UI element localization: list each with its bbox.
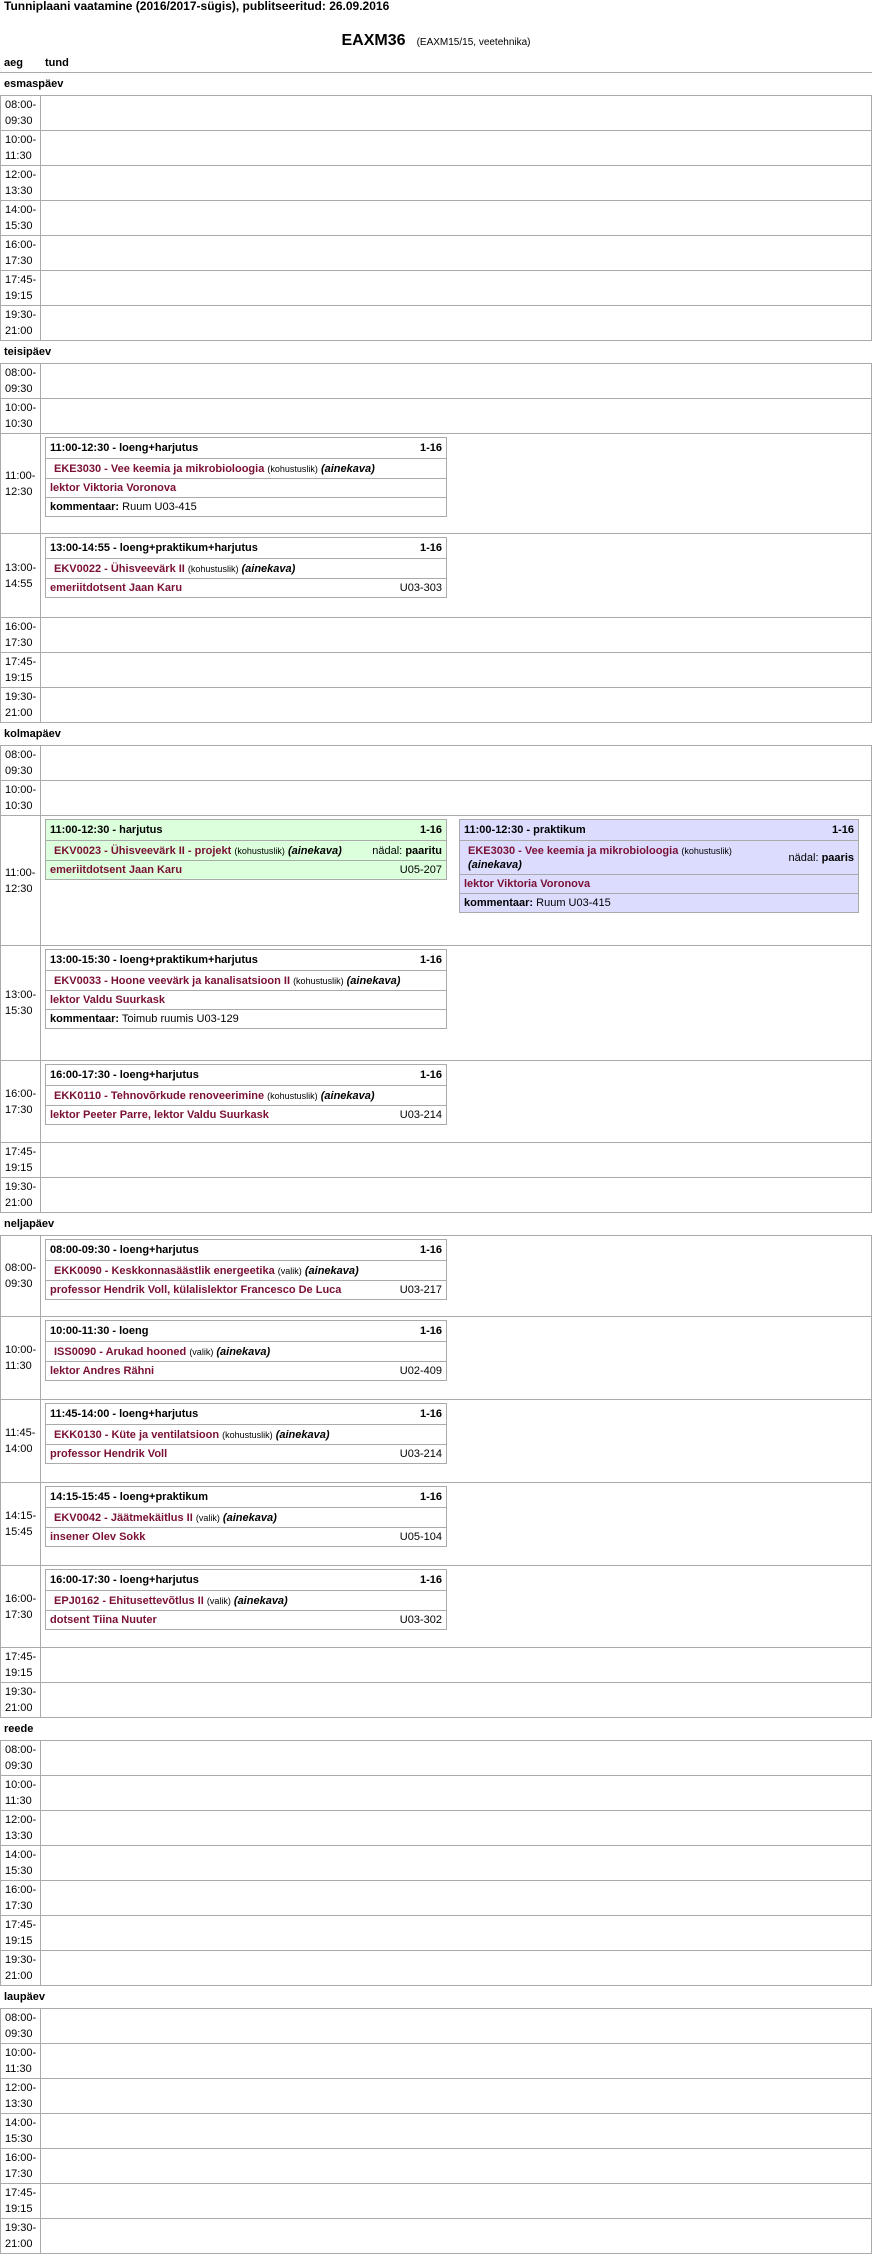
time-slot-row — [0, 399, 872, 434]
time-slot-label: 19:30- 21:00 — [0, 306, 41, 340]
teacher-name[interactable]: dotsent Tiina Nuuter — [50, 1614, 157, 1626]
lesson-card — [45, 1064, 447, 1125]
course-row — [46, 1591, 446, 1611]
teacher-name[interactable]: lektor Peeter Parre, lektor Valdu Suurkask — [50, 1109, 269, 1121]
lesson-cell — [41, 399, 871, 433]
time-slot-label: 08:00- 09:30 — [0, 364, 41, 398]
day-heading: laupäev — [0, 1986, 872, 2009]
time-slot-row — [0, 1648, 872, 1683]
course-link[interactable]: EPJ0162 - Ehitusettevõtlus II — [54, 1595, 204, 1607]
lesson-time-type: 14:15-15:45 - loeng+praktikum — [50, 1491, 209, 1503]
time-slot-row — [0, 236, 872, 271]
lesson-time-type: 11:00-12:30 - loeng+harjutus — [50, 442, 199, 454]
week-parity — [785, 851, 854, 865]
time-slot-row — [0, 1566, 872, 1648]
teacher-row — [460, 875, 858, 894]
lesson-cell — [41, 2114, 871, 2148]
time-slot-row — [0, 271, 872, 306]
time-slot-row — [0, 1236, 872, 1317]
group-code: EAXM36 — [341, 32, 406, 49]
time-slot-row — [0, 746, 872, 781]
time-slot-label: 14:00- 15:30 — [0, 2114, 41, 2148]
column-header — [0, 54, 872, 73]
time-slot-row — [0, 1061, 872, 1143]
lesson-cell — [41, 2184, 871, 2218]
course-row — [46, 1425, 446, 1445]
lesson-cell — [41, 746, 871, 780]
room-code: U03-214 — [399, 1448, 442, 1460]
time-slot-label: 19:30- 21:00 — [0, 1178, 41, 1212]
time-slot-row — [0, 2114, 872, 2149]
teacher-row — [46, 1611, 446, 1629]
time-slot-label: 14:00- 15:30 — [0, 201, 41, 235]
lesson-cell — [41, 1648, 871, 1682]
course-requirement: (kohustuslik) — [234, 846, 285, 856]
ainekava-link[interactable]: (ainekava) — [287, 845, 342, 857]
lesson-cell — [41, 1951, 871, 1985]
lesson-cell — [41, 201, 871, 235]
course-text — [54, 1594, 442, 1608]
lesson-weeks: 1-16 — [419, 1244, 442, 1256]
time-slot-label: 10:00- 11:30 — [0, 1776, 41, 1810]
week-parity-label: nädal: — [372, 845, 403, 857]
time-slot-row — [0, 1400, 872, 1483]
teacher-row — [46, 991, 446, 1010]
time-slot-row — [0, 2079, 872, 2114]
course-requirement: (valik) — [277, 1266, 302, 1276]
course-row — [46, 1508, 446, 1528]
ainekava-link[interactable]: (ainekava) — [304, 1265, 359, 1277]
lesson-time-type: 13:00-14:55 - loeng+praktikum+harjutus — [50, 542, 258, 554]
ainekava-link[interactable]: (ainekava) — [346, 975, 401, 987]
lesson-cell — [41, 1317, 871, 1399]
course-row — [46, 459, 446, 479]
time-slot-label: 19:30- 21:00 — [0, 688, 41, 722]
week-parity-value: paaritu — [405, 845, 442, 857]
lesson-cell — [41, 1061, 871, 1142]
time-slot-row — [0, 618, 872, 653]
course-text — [468, 844, 785, 872]
lesson-weeks: 1-16 — [419, 1491, 442, 1503]
teacher-name[interactable]: lektor Viktoria Voronova — [464, 878, 591, 890]
course-text — [54, 1264, 442, 1278]
ainekava-link[interactable]: (ainekava) — [233, 1595, 288, 1607]
time-slot-label: 17:45- 19:15 — [0, 2184, 41, 2218]
ainekava-link[interactable]: (ainekava) — [216, 1346, 271, 1358]
time-slot-label: 14:00- 15:30 — [0, 1846, 41, 1880]
comment-text: Ruum U03-415 — [533, 897, 611, 909]
course-link[interactable]: EKE3030 - Vee keemia ja mikrobioloogia — [468, 845, 679, 857]
time-slot-label: 10:00- 11:30 — [0, 2044, 41, 2078]
time-column-header: aeg — [4, 57, 23, 69]
lesson-cell — [41, 271, 871, 305]
day-heading: esmaspäev — [0, 73, 872, 96]
time-slot-label: 14:15- 15:45 — [0, 1483, 41, 1565]
course-link[interactable]: EKK0110 - Tehnovõrkude renoveerimine — [54, 1090, 265, 1102]
time-slot-label: 08:00- 09:30 — [0, 96, 41, 130]
time-slot-row — [0, 1916, 872, 1951]
time-slot-row — [0, 1951, 872, 1986]
room-code: U03-302 — [399, 1614, 442, 1626]
lesson-card — [45, 1320, 447, 1381]
time-slot-row — [0, 1881, 872, 1916]
teacher-name[interactable]: lektor Viktoria Voronova — [50, 482, 177, 494]
lesson-weeks: 1-16 — [831, 824, 854, 836]
lesson-time-type: 13:00-15:30 - loeng+praktikum+harjutus — [50, 954, 258, 966]
time-slot-row — [0, 96, 872, 131]
lesson-weeks: 1-16 — [419, 1574, 442, 1586]
time-slot-row — [0, 1776, 872, 1811]
lesson-card — [45, 819, 447, 880]
course-link[interactable]: EKV0022 - Ühisveevärk II — [54, 563, 185, 575]
time-slot-label: 10:00- 10:30 — [0, 781, 41, 815]
teacher-name[interactable]: professor Hendrik Voll — [50, 1448, 168, 1460]
teacher-name[interactable]: professor Hendrik Voll, külalislektor Francesco De Luca — [50, 1284, 342, 1296]
lesson-cell — [41, 434, 871, 533]
time-slot-row — [0, 1683, 872, 1718]
lesson-cell — [41, 618, 871, 652]
day-heading: reede — [0, 1718, 872, 1741]
lesson-header — [46, 1487, 446, 1508]
comment-label: kommentaar: — [50, 1013, 120, 1025]
time-slot-row — [0, 653, 872, 688]
lesson-cell — [41, 1566, 871, 1647]
lesson-cell — [41, 1236, 871, 1316]
time-slot-label: 16:00- 17:30 — [0, 618, 41, 652]
lesson-time-type: 10:00-11:30 - loeng — [50, 1325, 149, 1337]
lesson-header — [46, 538, 446, 559]
comment-text: Ruum U03-415 — [119, 501, 197, 513]
lesson-cell — [41, 534, 871, 617]
ainekava-link[interactable]: (ainekava) — [222, 1512, 277, 1524]
time-slot-row — [0, 2149, 872, 2184]
page-title — [0, 32, 872, 54]
course-requirement: (kohustuslik) — [222, 1430, 273, 1440]
room-code: U05-207 — [399, 864, 442, 876]
lesson-cell — [41, 1811, 871, 1845]
time-slot-label: 17:45- 19:15 — [0, 653, 41, 687]
lesson-weeks: 1-16 — [419, 954, 442, 966]
room-code: U02-409 — [399, 1365, 442, 1377]
course-requirement: (kohustuslik) — [267, 464, 318, 474]
day-heading: kolmapäev — [0, 723, 872, 746]
comment-row — [46, 1010, 446, 1028]
time-slot-label: 08:00- 09:30 — [0, 746, 41, 780]
lesson-weeks: 1-16 — [419, 824, 442, 836]
comment-label: kommentaar: — [464, 897, 534, 909]
time-slot-row — [0, 201, 872, 236]
lesson-header — [46, 1570, 446, 1591]
course-requirement: (kohustuslik) — [187, 564, 239, 574]
lesson-header — [46, 1240, 446, 1261]
time-slot-label: 16:00- 17:30 — [0, 2149, 41, 2183]
time-slot-row — [0, 2184, 872, 2219]
lesson-cell — [41, 166, 871, 200]
course-text — [54, 1345, 442, 1359]
time-slot-label: 19:30- 21:00 — [0, 1683, 41, 1717]
teacher-name[interactable]: lektor Andres Rähni — [50, 1365, 155, 1377]
group-subtitle: (EAXM15/15, veetehnika) — [416, 37, 531, 48]
course-text — [54, 974, 442, 988]
time-slot-label: 10:00- 11:30 — [0, 1317, 41, 1399]
lesson-cell — [41, 236, 871, 270]
time-slot-row — [0, 131, 872, 166]
lesson-card — [45, 1569, 447, 1630]
time-slot-row — [0, 781, 872, 816]
course-row — [46, 841, 446, 861]
lesson-cell — [41, 946, 871, 1060]
time-slot-label: 16:00- 17:30 — [0, 236, 41, 270]
week-parity-label: nädal: — [788, 852, 819, 864]
lesson-header — [46, 1404, 446, 1425]
ainekava-link[interactable]: (ainekava) — [320, 1090, 375, 1102]
lesson-card — [45, 949, 447, 1029]
time-slot-row — [0, 1317, 872, 1400]
teacher-name[interactable]: emeriitdotsent Jaan Karu — [50, 582, 183, 594]
lesson-card — [45, 1239, 447, 1300]
comment-row — [46, 498, 446, 516]
lesson-cell — [41, 1483, 871, 1565]
course-row — [46, 1086, 446, 1106]
course-text — [54, 1089, 442, 1103]
time-slot-row — [0, 434, 872, 534]
lesson-cell — [41, 1178, 871, 1212]
lesson-cell — [41, 1881, 871, 1915]
lesson-cell — [41, 2219, 871, 2253]
teacher-row — [46, 579, 446, 597]
course-requirement: (valik) — [189, 1347, 214, 1357]
time-slot-label: 08:00- 09:30 — [0, 2009, 41, 2043]
course-text — [54, 1511, 442, 1525]
teacher-row — [46, 1445, 446, 1463]
time-slot-label: 11:00- 12:30 — [0, 434, 41, 533]
time-slot-label: 16:00- 17:30 — [0, 1881, 41, 1915]
course-text — [54, 562, 442, 576]
ainekava-link[interactable]: (ainekava) — [320, 463, 375, 475]
lesson-cell — [41, 1400, 871, 1482]
time-slot-row — [0, 2219, 872, 2254]
course-link[interactable]: EKV0042 - Jäätmekäitlus II — [54, 1512, 193, 1524]
teacher-row — [46, 1362, 446, 1380]
lesson-time-type: 11:00-12:30 - harjutus — [50, 824, 163, 836]
teacher-row — [46, 1106, 446, 1124]
time-slot-row — [0, 1846, 872, 1881]
course-link[interactable]: EKK0130 - Küte ja ventilatsioon — [54, 1429, 220, 1441]
time-slot-row — [0, 2009, 872, 2044]
course-requirement: (kohustuslik) — [681, 846, 732, 856]
time-slot-row — [0, 2044, 872, 2079]
lesson-cell — [41, 781, 871, 815]
lesson-header — [46, 820, 446, 841]
time-slot-label: 08:00- 09:30 — [0, 1236, 41, 1316]
course-link[interactable]: EKV0023 - Ühisveevärk II - projekt — [54, 845, 232, 857]
lesson-cell — [41, 2149, 871, 2183]
lesson-cell — [41, 2009, 871, 2043]
course-link[interactable]: EKK0090 - Keskkonnasäästlik energeetika — [54, 1265, 275, 1277]
time-slot-row — [0, 946, 872, 1061]
lesson-cell — [41, 688, 871, 722]
lesson-cell — [41, 96, 871, 130]
course-link[interactable]: EKV0033 - Hoone veevärk ja kanalisatsioon II — [54, 975, 290, 987]
time-slot-label: 16:00- 17:30 — [0, 1566, 41, 1647]
lesson-weeks: 1-16 — [419, 442, 442, 454]
ainekava-link[interactable]: (ainekava) — [275, 1429, 330, 1441]
lesson-cell — [41, 364, 871, 398]
schedule-table — [0, 73, 872, 2254]
lesson-header — [46, 950, 446, 971]
time-slot-label: 17:45- 19:15 — [0, 1648, 41, 1682]
day-heading: neljapäev — [0, 1213, 872, 1236]
week-parity — [368, 844, 442, 858]
course-requirement: (valik) — [195, 1513, 220, 1523]
lesson-cell — [41, 1916, 871, 1950]
teacher-row — [46, 1528, 446, 1546]
week-parity-value: paaris — [821, 852, 854, 864]
room-code: U03-217 — [399, 1284, 442, 1296]
lesson-card — [45, 1403, 447, 1464]
lesson-card — [45, 1486, 447, 1547]
comment-text: Toimub ruumis U03-129 — [119, 1013, 239, 1025]
lesson-header — [46, 1321, 446, 1342]
time-slot-row — [0, 306, 872, 341]
teacher-row — [46, 1281, 446, 1299]
lesson-cell — [41, 1683, 871, 1717]
lesson-cell — [41, 1776, 871, 1810]
course-row — [46, 559, 446, 579]
time-slot-row — [0, 1483, 872, 1566]
lesson-time-type: 08:00-09:30 - loeng+harjutus — [50, 1244, 199, 1256]
lesson-weeks: 1-16 — [419, 542, 442, 554]
time-slot-row — [0, 364, 872, 399]
time-slot-label: 19:30- 21:00 — [0, 1951, 41, 1985]
comment-label: kommentaar: — [50, 501, 120, 513]
time-slot-row — [0, 688, 872, 723]
lesson-time-type: 11:00-12:30 - praktikum — [464, 824, 586, 836]
lesson-time-type: 16:00-17:30 - loeng+harjutus — [50, 1069, 199, 1081]
lesson-card — [45, 437, 447, 517]
course-link[interactable]: EKE3030 - Vee keemia ja mikrobioloogia — [54, 463, 265, 475]
room-code: U03-214 — [399, 1109, 442, 1121]
lesson-header — [46, 1065, 446, 1086]
time-slot-row — [0, 1811, 872, 1846]
time-slot-label: 12:00- 13:30 — [0, 1811, 41, 1845]
lesson-weeks: 1-16 — [419, 1325, 442, 1337]
course-row — [46, 1342, 446, 1362]
time-slot-label: 13:00- 15:30 — [0, 946, 41, 1060]
ainekava-link[interactable]: (ainekava) — [241, 563, 296, 575]
lesson-cell — [41, 816, 871, 945]
course-requirement: (valik) — [206, 1596, 231, 1606]
page-header: Tunniplaani vaatamine (2016/2017-sügis), publitseeritud: 26.09.2016 — [4, 0, 390, 13]
course-text — [54, 1428, 442, 1442]
lesson-cell — [41, 1143, 871, 1177]
time-slot-label: 17:45- 19:15 — [0, 271, 41, 305]
lesson-card — [45, 537, 447, 598]
lesson-card — [459, 819, 859, 913]
time-slot-label: 16:00- 17:30 — [0, 1061, 41, 1142]
time-slot-label: 12:00- 13:30 — [0, 166, 41, 200]
time-slot-label: 11:00- 12:30 — [0, 816, 41, 945]
lesson-cell — [41, 653, 871, 687]
teacher-name[interactable]: emeriitdotsent Jaan Karu — [50, 864, 183, 876]
teacher-name[interactable]: insener Olev Sokk — [50, 1531, 146, 1543]
course-text — [54, 844, 368, 858]
course-requirement: (kohustuslik) — [293, 976, 344, 986]
day-heading: teisipäev — [0, 341, 872, 364]
room-code: U03-303 — [399, 582, 442, 594]
lesson-cell — [41, 1741, 871, 1775]
time-slot-label: 10:00- 11:30 — [0, 131, 41, 165]
time-slot-row — [0, 1741, 872, 1776]
time-slot-row — [0, 534, 872, 618]
lesson-weeks: 1-16 — [419, 1069, 442, 1081]
course-link[interactable]: ISS0090 - Arukad hooned — [54, 1346, 187, 1358]
comment-row — [460, 894, 858, 912]
time-slot-row — [0, 1178, 872, 1213]
lesson-header — [46, 438, 446, 459]
teacher-row — [46, 479, 446, 498]
time-slot-label: 12:00- 13:30 — [0, 2079, 41, 2113]
lesson-cell — [41, 306, 871, 340]
time-slot-row — [0, 1143, 872, 1178]
lesson-header — [460, 820, 858, 841]
lesson-time-type: 16:00-17:30 - loeng+harjutus — [50, 1574, 199, 1586]
time-slot-row — [0, 166, 872, 201]
course-row — [46, 1261, 446, 1281]
time-slot-label: 10:00- 10:30 — [0, 399, 41, 433]
lesson-cell — [41, 131, 871, 165]
lesson-cell — [41, 2079, 871, 2113]
time-slot-label: 17:45- 19:15 — [0, 1143, 41, 1177]
lesson-weeks: 1-16 — [419, 1408, 442, 1420]
lesson-time-type: 11:45-14:00 - loeng+harjutus — [50, 1408, 199, 1420]
time-slot-label: 17:45- 19:15 — [0, 1916, 41, 1950]
teacher-name[interactable]: lektor Valdu Suurkask — [50, 994, 165, 1006]
course-row — [460, 841, 858, 875]
lesson-cell — [41, 1846, 871, 1880]
lesson-column-header: tund — [45, 57, 69, 69]
room-code: U05-104 — [399, 1531, 442, 1543]
time-slot-label: 08:00- 09:30 — [0, 1741, 41, 1775]
time-slot-label: 19:30- 21:00 — [0, 2219, 41, 2253]
teacher-row — [46, 861, 446, 879]
course-row — [46, 971, 446, 991]
time-slot-label: 13:00- 14:55 — [0, 534, 41, 617]
time-slot-label: 11:45- 14:00 — [0, 1400, 41, 1482]
course-requirement: (kohustuslik) — [267, 1091, 318, 1101]
ainekava-link[interactable]: (ainekava) — [468, 859, 522, 871]
time-slot-row — [0, 816, 872, 946]
course-text — [54, 462, 442, 476]
lesson-cell — [41, 2044, 871, 2078]
